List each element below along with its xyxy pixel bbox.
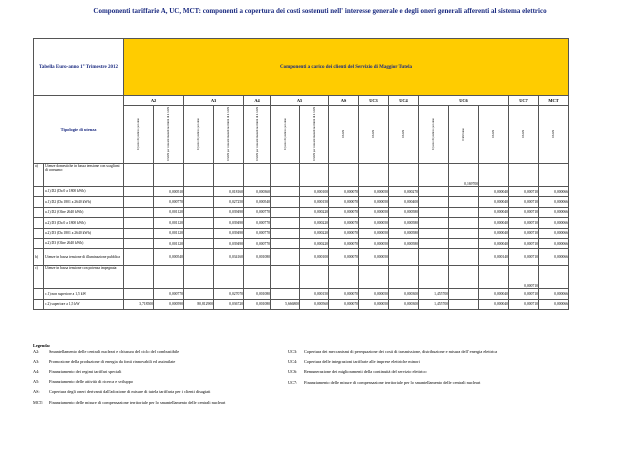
legend-code: MCT: bbox=[33, 399, 44, 405]
table-cell: 0,000070 bbox=[329, 228, 359, 238]
table-cell bbox=[124, 187, 154, 197]
table-cell: 0,000050 bbox=[359, 238, 389, 248]
unit-header bbox=[419, 106, 449, 164]
table-cell bbox=[329, 266, 359, 289]
table-cell bbox=[124, 197, 154, 207]
table-cell bbox=[184, 289, 214, 299]
legend-text: Finanziamento dei regimi tariffari speciali bbox=[49, 369, 122, 375]
table-cell bbox=[214, 164, 244, 187]
table-cell: 0,000040 bbox=[479, 218, 509, 228]
table-cell: 0,000040 bbox=[479, 207, 509, 217]
table-cell: 0,000510 bbox=[154, 187, 184, 197]
table-cell bbox=[449, 299, 479, 309]
table-cell: 0,018160 bbox=[214, 187, 244, 197]
table-row bbox=[34, 249, 569, 266]
table-cell: 0,000070 bbox=[329, 238, 359, 248]
table-cell: 0,000770 bbox=[244, 228, 271, 238]
legend-text: Finanziamento delle misure di compensazione territoriale per lo smantellamento delle centrali nucleari bbox=[304, 379, 481, 385]
table-cell: 0,000040 bbox=[479, 289, 509, 299]
table-row bbox=[34, 266, 569, 289]
table-cell: 0,000540 bbox=[154, 249, 184, 266]
table-cell: 0,000050 bbox=[359, 299, 389, 309]
table-cell: 0,000150 bbox=[300, 197, 329, 207]
unit-header-text: €/punto di prelievo per anno bbox=[197, 118, 200, 150]
table-cell: 0,000066 bbox=[539, 197, 569, 207]
table-cell bbox=[271, 218, 300, 228]
table-cell bbox=[271, 266, 300, 289]
table-cell bbox=[449, 228, 479, 238]
unit-header-text: €/kWh per consumi mensili nei limiti di 4 GWh bbox=[167, 107, 170, 161]
legend-text: Copertura dei meccanismi di perequazione dei costi di trasmissione, distribuzione e misura dell' energia elettrica bbox=[304, 349, 498, 354]
unit-header bbox=[214, 106, 244, 164]
legend-item bbox=[288, 349, 623, 359]
row-label: a.1) D2 (Da 0 a 1800 kWh) bbox=[44, 187, 124, 197]
group-header: UC7 bbox=[509, 96, 539, 106]
row-letter bbox=[34, 228, 44, 238]
unit-header bbox=[184, 106, 214, 164]
legend-code: A4: bbox=[33, 369, 40, 375]
table-cell bbox=[419, 197, 449, 207]
table-cell bbox=[539, 164, 569, 187]
table-cell: 0,000710 bbox=[509, 249, 539, 266]
unit-header-text: €/punto di prelievo per anno bbox=[137, 118, 140, 150]
legend-item bbox=[33, 359, 283, 369]
table-cell bbox=[300, 164, 329, 187]
legend-item bbox=[33, 349, 283, 359]
unit-header bbox=[300, 106, 329, 164]
table-cell bbox=[539, 266, 569, 289]
table-cell: 0,000360 bbox=[244, 187, 271, 197]
table-cell bbox=[449, 218, 479, 228]
table-cell: 0,000070 bbox=[329, 218, 359, 228]
tipologie-header: Tipologie di utenza bbox=[34, 96, 124, 164]
legend-code: UC7: bbox=[288, 379, 298, 385]
table-cell: 0,000220 bbox=[300, 207, 329, 217]
table-cell bbox=[184, 238, 214, 248]
row-letter bbox=[34, 207, 44, 217]
table-cell bbox=[359, 164, 389, 187]
table-cell bbox=[479, 266, 509, 289]
unit-header bbox=[329, 106, 359, 164]
table-cell bbox=[184, 218, 214, 228]
table-cell: 0,000580 bbox=[389, 207, 419, 217]
legend-item bbox=[288, 359, 623, 369]
table-cell bbox=[271, 238, 300, 248]
table-cell bbox=[154, 266, 184, 289]
table-row bbox=[34, 238, 569, 248]
unit-header bbox=[244, 106, 271, 164]
table-cell: 0,001120 bbox=[154, 218, 184, 228]
row-letter bbox=[34, 197, 44, 207]
legend-title: Legenda: bbox=[33, 343, 51, 348]
unit-header bbox=[449, 106, 479, 164]
table-cell: 0,000300 bbox=[389, 299, 419, 309]
table-cell bbox=[184, 228, 214, 238]
table-cell bbox=[419, 218, 449, 228]
table-cell: 0,000070 bbox=[329, 197, 359, 207]
table-cell: 0,000770 bbox=[244, 238, 271, 248]
table-cell bbox=[300, 266, 329, 289]
table-cell: 0,039490 bbox=[214, 238, 244, 248]
table-cell: 0,000140 bbox=[479, 249, 509, 266]
table-row bbox=[34, 187, 569, 197]
table-cell: 0,027070 bbox=[214, 289, 244, 299]
legend-code: UC6: bbox=[288, 369, 298, 375]
table-row bbox=[34, 228, 569, 238]
table-cell: 0,000770 bbox=[154, 289, 184, 299]
table-cell: 0,000050 bbox=[359, 197, 389, 207]
row-letter bbox=[34, 289, 44, 299]
table-cell bbox=[184, 266, 214, 289]
table-cell: 0,000066 bbox=[539, 299, 569, 309]
table-cell: 0,000770 bbox=[244, 218, 271, 228]
group-header: UC6 bbox=[419, 96, 509, 106]
table-cell: 0,000220 bbox=[300, 218, 329, 228]
row-letter: b) bbox=[34, 249, 44, 266]
row-label: c.1) non superiore a 1,5 kW bbox=[44, 289, 124, 299]
table-cell: 0,039490 bbox=[214, 228, 244, 238]
table-cell: 0,000066 bbox=[539, 228, 569, 238]
table-row bbox=[34, 218, 569, 228]
table-cell bbox=[271, 249, 300, 266]
unit-header bbox=[359, 106, 389, 164]
unit-header-text: €/kWh bbox=[492, 130, 495, 138]
table-cell bbox=[184, 197, 214, 207]
table-cell: 0,000590 bbox=[154, 299, 184, 309]
table-row bbox=[34, 197, 569, 207]
table-cell: 3,718500 bbox=[124, 299, 154, 309]
group-header: A2 bbox=[124, 96, 184, 106]
row-label: a.1) D2 (Oltre 2640 kWh) bbox=[44, 207, 124, 217]
tariff-table bbox=[33, 38, 569, 310]
table-cell bbox=[419, 228, 449, 238]
table-cell bbox=[389, 164, 419, 187]
table-cell bbox=[419, 207, 449, 217]
page-title: Componenti tariffarie A, UC, MCT: componenti a copertura dei costi sostenuti nell' interesse generale e degli oneri generali afferenti al sistema elettrico bbox=[93, 7, 547, 15]
table-cell: 0,000220 bbox=[300, 238, 329, 248]
table-cell: 0,000710 bbox=[509, 289, 539, 299]
table-cell: 1,455700 bbox=[419, 299, 449, 309]
table-cell: 0,000070 bbox=[329, 249, 359, 266]
table-cell: 0,001120 bbox=[154, 228, 184, 238]
table-cell: 0,000040 bbox=[479, 228, 509, 238]
table-cell: 0,000710 bbox=[509, 266, 539, 289]
table-cell bbox=[184, 187, 214, 197]
table-cell: 5,666800 bbox=[271, 299, 300, 309]
table-corner-label: Tabella Euro-anno 1° Trimestre 2012 bbox=[34, 39, 124, 96]
legend-item bbox=[33, 379, 283, 389]
table-cell bbox=[419, 238, 449, 248]
table-cell: 0,000066 bbox=[539, 207, 569, 217]
table-cell bbox=[271, 207, 300, 217]
row-letter bbox=[34, 218, 44, 228]
table-cell: 0,000270 bbox=[389, 187, 419, 197]
table-cell: 0,001120 bbox=[154, 238, 184, 248]
table-cell: 0,000070 bbox=[329, 289, 359, 299]
table-cell: 80,812900 bbox=[184, 299, 214, 309]
unit-header-text: €/kWh bbox=[402, 130, 405, 138]
table-cell: 0,000580 bbox=[389, 218, 419, 228]
table-cell: 0,000050 bbox=[359, 218, 389, 228]
table-cell bbox=[419, 266, 449, 289]
table-cell: 0,000400 bbox=[389, 197, 419, 207]
legend-code: A5: bbox=[33, 379, 40, 385]
unit-header bbox=[124, 106, 154, 164]
row-letter: a) bbox=[34, 164, 44, 187]
table-banner: Componenti a carico dei clienti del Servizio di Maggior Tutela bbox=[124, 39, 569, 96]
table-cell bbox=[214, 266, 244, 289]
legend-item bbox=[288, 380, 623, 390]
table-cell: 0,000040 bbox=[479, 187, 509, 197]
row-letter: c) bbox=[34, 266, 44, 289]
table-cell: 0,000580 bbox=[389, 228, 419, 238]
table-cell: 0,000770 bbox=[154, 197, 184, 207]
table-cell: 0,000066 bbox=[539, 238, 569, 248]
table-cell: 0,000050 bbox=[359, 228, 389, 238]
legend-item bbox=[288, 369, 623, 379]
legend-code: A2: bbox=[33, 348, 40, 354]
table-cell bbox=[124, 164, 154, 187]
table-cell bbox=[124, 218, 154, 228]
table-cell bbox=[449, 187, 479, 197]
table-cell: 0,039490 bbox=[214, 207, 244, 217]
table-cell: 0,001080 bbox=[244, 289, 271, 299]
table-cell bbox=[154, 164, 184, 187]
table-cell: 0,000710 bbox=[509, 187, 539, 197]
table-cell bbox=[271, 187, 300, 197]
legend-code: UC4: bbox=[288, 359, 298, 365]
unit-header bbox=[479, 106, 509, 164]
unit-header-text: €/kWh bbox=[372, 130, 375, 138]
row-letter bbox=[34, 299, 44, 309]
legend-text: Promozione della produzione di energia da fonti rinnovabili ed assimilate bbox=[49, 358, 176, 364]
unit-header-text: €/kW/anno bbox=[462, 127, 465, 141]
table-cell: 0,000040 bbox=[479, 197, 509, 207]
table-cell bbox=[184, 249, 214, 266]
legend-item bbox=[33, 369, 283, 379]
row-label: Utenze in bassa tensione di illuminazione pubblica bbox=[44, 249, 124, 266]
table-cell bbox=[449, 207, 479, 217]
table-cell bbox=[449, 197, 479, 207]
table-cell bbox=[449, 289, 479, 299]
table-cell bbox=[389, 249, 419, 266]
table-cell: 0,001080 bbox=[244, 299, 271, 309]
legend-text: Finanziamento delle misure di compensazione territoriale per lo smantellamento delle centrali nucleari bbox=[49, 399, 226, 405]
table-cell: 0,000050 bbox=[359, 207, 389, 217]
table-cell bbox=[389, 266, 419, 289]
table-cell: 0,000540 bbox=[244, 197, 271, 207]
row-label: a.1) D2 (Da 1801 a 2640 kWh) bbox=[44, 197, 124, 207]
table-cell: 0,036720 bbox=[214, 299, 244, 309]
table-cell bbox=[184, 207, 214, 217]
table-cell bbox=[124, 249, 154, 266]
table-cell: 0,027250 bbox=[214, 197, 244, 207]
group-header: UC4 bbox=[389, 96, 419, 106]
table-cell: 0,000066 bbox=[539, 187, 569, 197]
table-cell: 0,000070 bbox=[329, 207, 359, 217]
unit-header-text: €/kWh bbox=[552, 130, 555, 138]
group-header: A3 bbox=[184, 96, 244, 106]
row-label: Utenze domestiche in bassa tensione con scaglioni di consumo: bbox=[44, 164, 124, 187]
table-cell: 0,000070 bbox=[329, 299, 359, 309]
table-cell: 0,000300 bbox=[389, 289, 419, 299]
legend-text: Copertura degli oneri derivanti dall'adozione di misure di tutela tariffaria per i clienti disagiati bbox=[49, 389, 211, 395]
group-header: A5 bbox=[271, 96, 329, 106]
unit-header-text: €/punto di prelievo per anno bbox=[432, 118, 435, 150]
table-cell: 0,000066 bbox=[539, 249, 569, 266]
group-header: UC3 bbox=[359, 96, 389, 106]
table-cell bbox=[271, 228, 300, 238]
table-cell bbox=[359, 266, 389, 289]
legend-code: AS: bbox=[33, 389, 40, 395]
table-cell: 0,000100 bbox=[300, 187, 329, 197]
unit-header bbox=[509, 106, 539, 164]
row-label: a.2) D3 (Da 1801 a 2640 kWh) bbox=[44, 228, 124, 238]
unit-header-text: €/kWh per consumi mensili nei limiti di 4 GWh bbox=[227, 107, 230, 161]
table-cell: 0,000710 bbox=[509, 197, 539, 207]
table-cell bbox=[244, 164, 271, 187]
table-cell: 0,000100 bbox=[300, 249, 329, 266]
legend-text: Smantellamento delle centrali nucleari e chiusura del ciclo del combustibile bbox=[49, 348, 180, 354]
legend bbox=[33, 343, 623, 405]
row-label: Utenze in bassa tensione con potenza impegnata: bbox=[44, 266, 124, 289]
table-cell bbox=[479, 164, 509, 187]
table-cell bbox=[124, 289, 154, 299]
table-row bbox=[34, 299, 569, 309]
unit-header-text: €/kWh per consumi mensili nei limiti di 4 GWh bbox=[312, 107, 316, 161]
table-cell: 0,000070 bbox=[329, 187, 359, 197]
unit-header-text: €/kWh bbox=[342, 130, 345, 138]
table-cell: 0,000050 bbox=[359, 187, 389, 197]
table-cell: 0,000040 bbox=[479, 238, 509, 248]
table-cell: 0,000770 bbox=[244, 207, 271, 217]
unit-header bbox=[389, 106, 419, 164]
legend-text: Copertura delle integrazioni tariffarie alle imprese elettriche minori bbox=[304, 359, 420, 365]
table-cell: 0,000560 bbox=[300, 299, 329, 309]
table-cell: 0,000150 bbox=[300, 289, 329, 299]
table-cell bbox=[419, 249, 449, 266]
table-row bbox=[34, 289, 569, 299]
table-cell bbox=[449, 266, 479, 289]
legend-item bbox=[33, 400, 283, 410]
legend-code: A3: bbox=[33, 358, 40, 364]
table-cell: 1,455700 bbox=[419, 289, 449, 299]
table-cell: 0,000710 bbox=[509, 228, 539, 238]
row-label: a.2) D3 (Da 0 a 1800 kWh) bbox=[44, 218, 124, 228]
unit-header bbox=[271, 106, 300, 164]
row-letter bbox=[34, 187, 44, 197]
table-cell: 0,000710 bbox=[509, 238, 539, 248]
table-cell bbox=[184, 164, 214, 187]
legend-code: UC3: bbox=[288, 349, 298, 354]
table-cell bbox=[124, 207, 154, 217]
table-cell bbox=[124, 228, 154, 238]
unit-header-text: €/kWh per consumi mensili nei limiti di 4 GWh bbox=[255, 107, 259, 161]
group-header: MCT bbox=[539, 96, 569, 106]
row-letter bbox=[34, 238, 44, 248]
table-cell: 0,000710 bbox=[509, 299, 539, 309]
table-cell bbox=[449, 249, 479, 266]
table-cell bbox=[124, 238, 154, 248]
table-cell: 0,000050 bbox=[359, 289, 389, 299]
table-cell: 0,000220 bbox=[300, 228, 329, 238]
table-cell bbox=[419, 164, 449, 187]
unit-header bbox=[154, 106, 184, 164]
row-label: a.2) D3 (Oltre 2640 kWh) bbox=[44, 238, 124, 248]
table-cell bbox=[449, 238, 479, 248]
table-cell bbox=[329, 164, 359, 187]
table-cell: 0,001080 bbox=[244, 249, 271, 266]
table-cell: 0,000580 bbox=[389, 238, 419, 248]
table-cell bbox=[271, 164, 300, 187]
table-cell bbox=[124, 266, 154, 289]
table-cell: 0,000050 bbox=[359, 249, 389, 266]
table-cell bbox=[419, 187, 449, 197]
table-cell: 0,001120 bbox=[154, 207, 184, 217]
table-cell: 0,000710 bbox=[509, 218, 539, 228]
legend-text: Finanziamento delle attività di ricerca e sviluppo bbox=[49, 379, 133, 385]
table-cell: 0,039490 bbox=[214, 218, 244, 228]
table-cell bbox=[271, 289, 300, 299]
table-row bbox=[34, 207, 569, 217]
table-cell: 0,169700 bbox=[449, 164, 479, 187]
table-cell: 0,000710 bbox=[509, 207, 539, 217]
table-cell: 0,000066 bbox=[539, 289, 569, 299]
table-cell: 0,000040 bbox=[479, 299, 509, 309]
legend-text: Remunerazione dei miglioramenti della continuità del servizio elettrico bbox=[304, 369, 427, 375]
unit-header bbox=[539, 106, 569, 164]
legend-item bbox=[33, 389, 283, 399]
table-cell bbox=[244, 266, 271, 289]
unit-header-text: €/kWh bbox=[522, 130, 525, 138]
table-cell: 0,034160 bbox=[214, 249, 244, 266]
row-label: c.2) superiore a 1,5 kW bbox=[44, 299, 124, 309]
table-cell bbox=[271, 197, 300, 207]
group-header: AS bbox=[329, 96, 359, 106]
unit-header-text: €/punto di prelievo per anno bbox=[283, 118, 287, 150]
table-cell bbox=[509, 164, 539, 187]
table-row bbox=[34, 164, 569, 187]
table-cell: 0,000066 bbox=[539, 218, 569, 228]
group-header: A4 bbox=[244, 96, 271, 106]
